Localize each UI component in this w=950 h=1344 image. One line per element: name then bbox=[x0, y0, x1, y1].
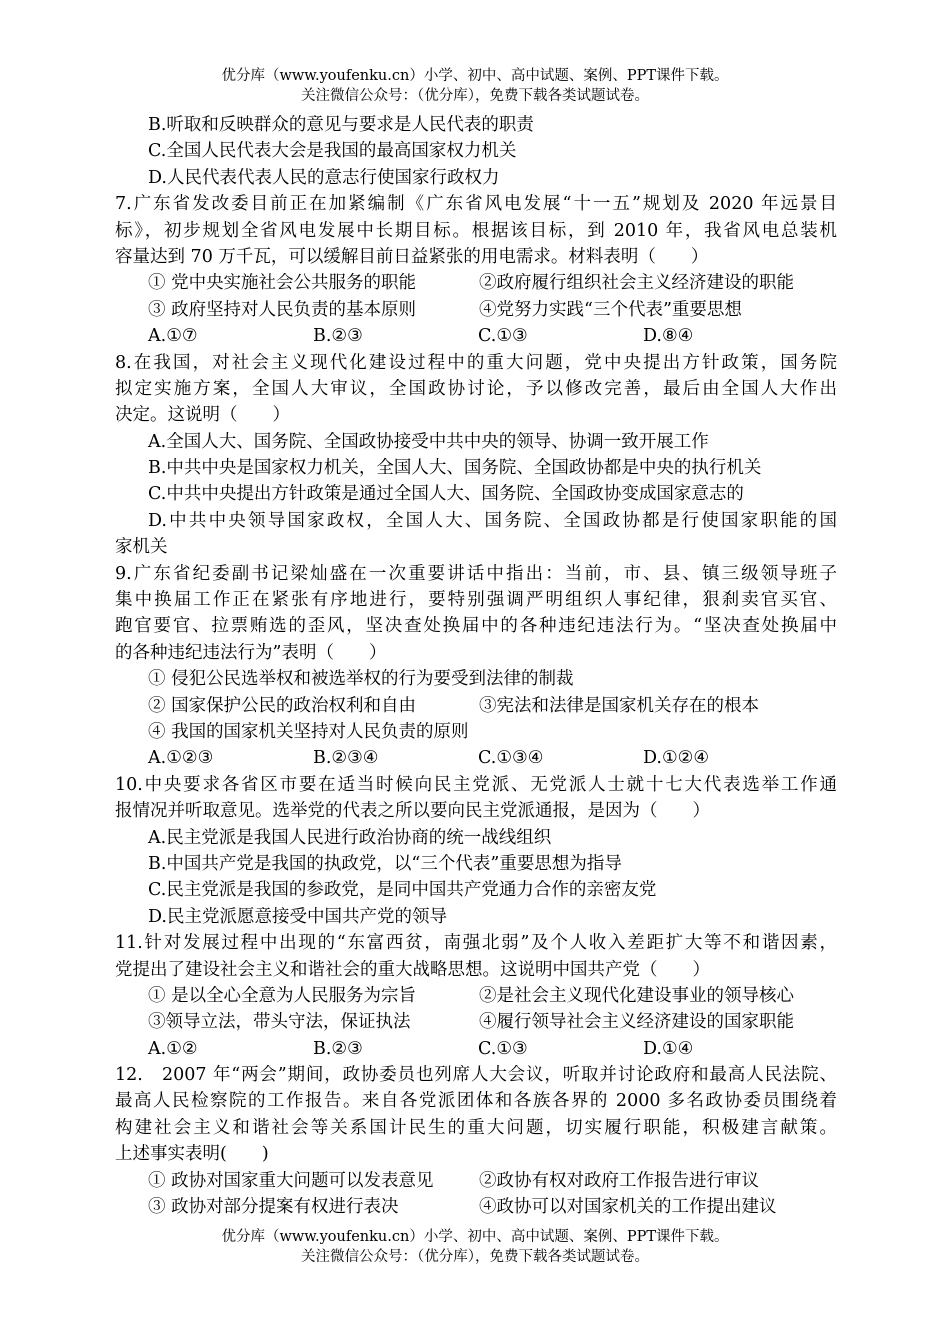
q11-stem-line: 11.针对发展过程中出现的“东富西贫，南强北弱”及个人收入差距扩大等不和谐因素， bbox=[115, 933, 837, 954]
question-9 bbox=[115, 561, 837, 772]
q9-items-row bbox=[115, 693, 837, 719]
q7-item: ④党努力实践“三个代表”重要思想 bbox=[479, 299, 742, 320]
q9-item: ② 国家保护公民的政治权利和自由 bbox=[148, 695, 417, 716]
question-8 bbox=[115, 350, 837, 561]
q7-item: ① 党中央实施社会公共服务的职能 bbox=[148, 273, 417, 294]
q7-choices-row bbox=[115, 323, 837, 349]
q11-stem-line: 党提出了建设社会主义和谐社会的重大战略思想。这说明中国共产党（ ） bbox=[115, 959, 710, 980]
q7-choice-d: D.⑧④ bbox=[643, 326, 694, 347]
q7-stem-line: 标》，初步规划全省风电发展中长期目标。根据该目标，到 2010 年，我省风电总装机 bbox=[115, 220, 837, 241]
q11-item: ③领导立法，带头守法，保证执法 bbox=[148, 1012, 411, 1033]
question-10 bbox=[115, 772, 837, 930]
footer-line-1: 优分库（www.youfenku.cn）小学、初中、高中试题、案例、PPT课件下载。 bbox=[221, 1229, 729, 1245]
q8-option-d-cont: 家机关 bbox=[115, 537, 168, 558]
q9-stem-line: 9.广东省纪委副书记梁灿盛在一次重要讲话中指出：当前，市、县、镇三级领导班子 bbox=[115, 563, 837, 584]
q11-item: ④履行领导社会主义经济建设的国家职能 bbox=[479, 1012, 794, 1033]
q12-stem-line: 最高人民检察院的工作报告。来自各党派团体和各族各界的 2000 多名政协委员围绕着 bbox=[115, 1091, 837, 1112]
q12-stem-line: 12. 2007 年“两会”期间，政协委员也列席人大会议，听取并讨论政府和最高人民法院、 bbox=[115, 1065, 837, 1086]
q9-choice-b: B.②③④ bbox=[313, 748, 379, 769]
q7-item: ③ 政府坚持对人民负责的基本原则 bbox=[148, 299, 417, 320]
q8-option-d: D.中共中央领导国家政权，全国人大、国务院、全国政协都是行使国家职能的国 bbox=[148, 510, 837, 531]
q8-option-b: B.中共中央是国家权力机关，全国人大、国务院、全国政协都是中央的执行机关 bbox=[148, 458, 762, 479]
q6-option-b: B.听取和反映群众的意见与要求是人民代表的职责 bbox=[148, 115, 534, 135]
question-11 bbox=[115, 930, 837, 1062]
q7-stem-line: 7.广东省发改委目前正在加紧编制《广东省风电发展“十一五”规划及 2020 年远景目 bbox=[115, 194, 837, 215]
footer-line-2: 关注微信公众号：（优分库），免费下载各类试题试卷。 bbox=[301, 1249, 649, 1265]
q12-item: ④政协可以对国家机关的工作提出建议 bbox=[479, 1197, 777, 1218]
q8-stem-line: 拟定实施方案，全国人大审议，全国政协讨论，予以修改完善，最后由全国人大作出 bbox=[115, 378, 837, 399]
q7-items-row bbox=[115, 270, 837, 296]
q9-choice-d: D.①②④ bbox=[643, 748, 710, 769]
q11-choice-b: B.②③ bbox=[313, 1038, 363, 1059]
q8-option-a: A.全国人大、国务院、全国政协接受中共中央的领导、协调一致开展工作 bbox=[148, 431, 709, 452]
page-footer bbox=[0, 1227, 950, 1267]
q10-stem-line: 10.中央要求各省区市要在适当时候向民主党派、无党派人士就十七大代表选举工作通 bbox=[115, 774, 837, 795]
q12-items-row bbox=[115, 1168, 837, 1194]
q9-item: ④ 我国的国家机关坚持对人民负责的原则 bbox=[148, 721, 469, 742]
q11-item: ②是社会主义现代化建设事业的领导核心 bbox=[479, 985, 794, 1006]
q11-items-row bbox=[115, 983, 837, 1009]
q12-items-row bbox=[115, 1194, 837, 1220]
page-header bbox=[0, 66, 950, 106]
q9-stem-line: 跑官要官、拉票贿选的歪风，坚决查处换届中的各种违纪违法行为。“坚决查处换届中 bbox=[115, 616, 837, 637]
q6-option-c: C.全国人民代表大会是我国的最高国家权力机关 bbox=[148, 141, 517, 162]
q8-stem-line: 8.在我国，对社会主义现代化建设过程中的重大问题，党中央提出方针政策，国务院 bbox=[115, 352, 837, 373]
q9-choices-row bbox=[115, 745, 837, 771]
q12-stem-line: 上述事实表明( ) bbox=[115, 1144, 269, 1165]
question-body bbox=[115, 112, 837, 1220]
q10-option-d: D.民主党派愿意接受中国共产党的领导 bbox=[148, 906, 447, 927]
q11-item: ① 是以全心全意为人民服务为宗旨 bbox=[148, 985, 417, 1006]
q6-option-d: D.人民代表代表人民的意志行使国家行政权力 bbox=[148, 167, 500, 188]
q6-options bbox=[115, 112, 837, 191]
q10-option-c: C.民主党派是我国的参政党，是同中国共产党通力合作的亲密友党 bbox=[148, 880, 657, 901]
header-line-1: 优分库（www.youfenku.cn）小学、初中、高中试题、案例、PPT课件下载。 bbox=[221, 68, 729, 84]
q11-items-row bbox=[115, 1009, 837, 1035]
q12-item: ②政协有权对政府工作报告进行审议 bbox=[479, 1170, 759, 1191]
question-12 bbox=[115, 1062, 837, 1220]
q10-stem-line: 报情况并听取意见。选举党的代表之所以要向民主党派通报，是因为（ ） bbox=[115, 801, 710, 822]
question-7 bbox=[115, 191, 837, 349]
q9-choice-a: A.①②③ bbox=[148, 748, 214, 769]
q9-choice-c: C.①③④ bbox=[478, 748, 544, 769]
q9-item: ③宪法和法律是国家机关存在的根本 bbox=[479, 695, 759, 716]
q9-stem-line: 集中换届工作正在紧张有序地进行，要特别强调严明组织人事纪律，狠刹卖官买官、 bbox=[115, 590, 837, 611]
q7-choice-b: B.②③ bbox=[313, 326, 363, 347]
q7-stem-line: 容量达到 70 万千瓦，可以缓解目前日益紧张的用电需求。材料表明（ ） bbox=[115, 246, 709, 267]
q8-option-c: C.中共中央提出方针政策是通过全国人大、国务院、全国政协变成国家意志的 bbox=[148, 484, 744, 505]
q7-items-row bbox=[115, 297, 837, 323]
q11-choice-a: A.①② bbox=[148, 1038, 198, 1059]
q12-item: ③ 政协对部分提案有权进行表决 bbox=[148, 1197, 399, 1218]
q7-item: ②政府履行组织社会主义经济建设的职能 bbox=[479, 273, 794, 294]
q12-item: ① 政协对国家重大问题可以发表意见 bbox=[148, 1170, 434, 1191]
q11-choice-d: D.①④ bbox=[643, 1038, 694, 1059]
q11-choices-row bbox=[115, 1036, 837, 1062]
q10-option-a: A.民主党派是我国人民进行政治协商的统一战线组织 bbox=[148, 827, 552, 848]
q9-stem-line: 的各种违纪违法行为”表明（ ） bbox=[115, 642, 387, 663]
q7-choice-a: A.①⑦ bbox=[148, 326, 198, 347]
q10-option-b: B.中国共产党是我国的执政党，以“三个代表”重要思想为指导 bbox=[148, 853, 622, 874]
q11-choice-c: C.①③ bbox=[478, 1038, 528, 1059]
header-line-2: 关注微信公众号：（优分库），免费下载各类试题试卷。 bbox=[301, 88, 649, 104]
q9-item: ① 侵犯公民选举权和被选举权的行为要受到法律的制裁 bbox=[148, 669, 574, 690]
q12-stem-line: 构建社会主义和谐社会等关系国计民生的重大问题，切实履行职能，积极建言献策。 bbox=[115, 1117, 837, 1138]
q7-choice-c: C.①③ bbox=[478, 326, 528, 347]
q8-stem-line: 决定。这说明（ ） bbox=[115, 405, 290, 426]
